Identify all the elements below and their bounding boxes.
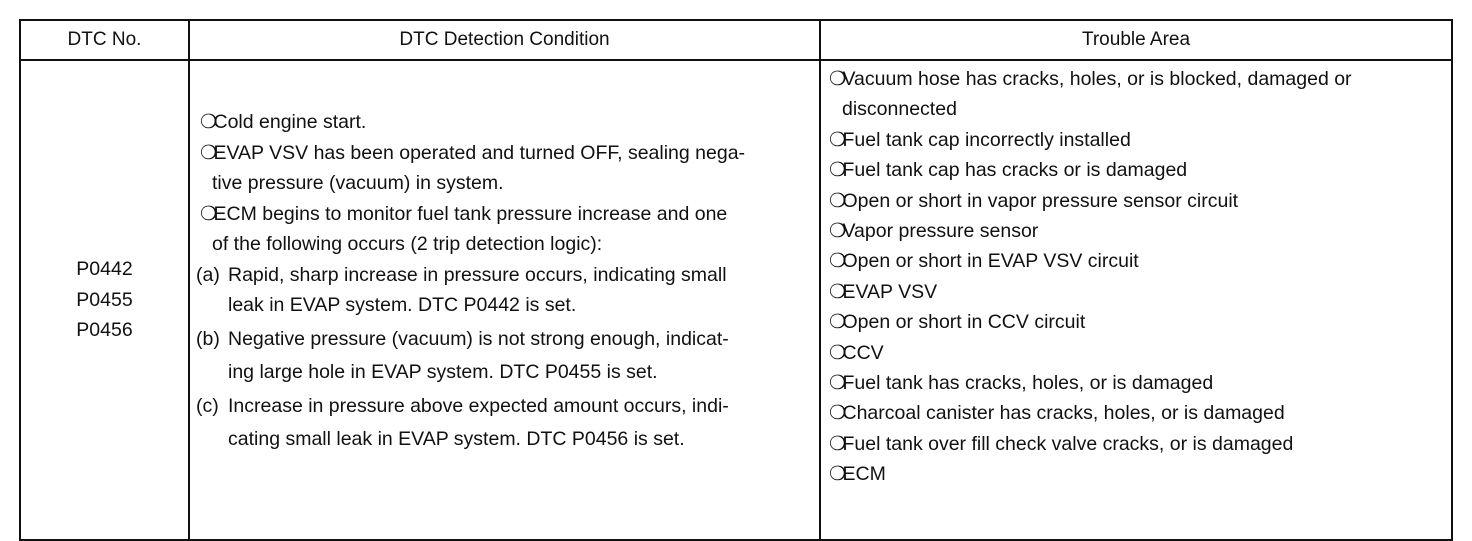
condition-item: ❍ Cold engine start.	[200, 107, 813, 138]
condition-item-continued: tive pressure (vacuum) in system.	[212, 172, 504, 194]
bullet-icon: ❍	[829, 128, 841, 151]
trouble-area-item: ❍ Open or short in EVAP VSV circuit	[829, 246, 1447, 276]
condition-item-continued: of the following occurs (2 trip detection logic):	[212, 233, 603, 255]
header-detection-condition: DTC Detection Condition	[189, 20, 820, 60]
condition-item: ❍ EVAP VSV has been operated and turned OFF, sealing nega-	[200, 138, 813, 169]
trouble-area-item: ❍ Fuel tank has cracks, holes, or is damaged	[829, 368, 1447, 398]
bullet-icon: ❍	[200, 111, 212, 133]
trouble-area-item: ❍ Open or short in vapor pressure sensor circuit	[829, 186, 1447, 216]
bullet-icon: ❍	[200, 202, 212, 225]
trouble-area-item: ❍ Fuel tank cap incorrectly installed	[829, 125, 1447, 155]
table-row	[20, 60, 1452, 540]
bullet-icon: ❍	[829, 463, 841, 486]
bullet-icon: ❍	[829, 159, 841, 182]
bullet-icon: ❍	[829, 220, 841, 243]
trouble-area-item-continued: disconnected	[842, 98, 957, 121]
condition-item: ❍ ECM begins to monitor fuel tank pressure increase and one	[200, 199, 813, 230]
detection-condition-cell	[189, 60, 820, 540]
trouble-area-item: ❍ Charcoal canister has cracks, holes, or is damaged	[829, 398, 1447, 428]
bullet-icon: ❍	[829, 68, 841, 90]
trouble-area-cell	[820, 60, 1452, 540]
condition-sub-item-continued: leak in EVAP system. DTC P0442 is set.	[228, 294, 577, 316]
bullet-icon: ❍	[829, 341, 841, 364]
dtc-table	[19, 19, 1453, 541]
bullet-icon: ❍	[829, 280, 841, 303]
bullet-icon: ❍	[829, 402, 841, 425]
bullet-icon: ❍	[829, 432, 841, 455]
trouble-area-item: ❍ CCV	[829, 338, 1447, 368]
trouble-area-item: ❍ EVAP VSV	[829, 277, 1447, 307]
dtc-codes-cell	[20, 60, 189, 540]
header-dtc-no: DTC No.	[20, 20, 189, 60]
bullet-icon: ❍	[829, 372, 841, 395]
condition-sub-item-continued: cating small leak in EVAP system. DTC P0456 is set.	[228, 428, 685, 450]
trouble-area-item: ❍ Fuel tank cap has cracks or is damaged	[829, 155, 1447, 185]
trouble-area-item: ❍ ECM	[829, 459, 1447, 489]
trouble-area-item: ❍ Vacuum hose has cracks, holes, or is blocked, damaged or	[829, 64, 1447, 94]
dtc-code: P0456	[76, 319, 133, 342]
trouble-area-item: ❍ Fuel tank over fill check valve cracks, or is damaged	[829, 429, 1447, 459]
condition-sub-item: (b) Negative pressure (vacuum) is not strong enough, indicat-	[196, 327, 729, 350]
header-row	[20, 20, 1452, 60]
condition-sub-item: (a) Rapid, sharp increase in pressure occurs, indicating small	[196, 263, 727, 286]
bullet-icon: ❍	[829, 189, 841, 212]
bullet-icon: ❍	[829, 250, 841, 273]
condition-sub-item-continued: ing large hole in EVAP system. DTC P0455 is set.	[228, 361, 658, 383]
condition-sub-item: (c) Increase in pressure above expected amount occurs, indi-	[196, 394, 729, 417]
dtc-code: P0455	[76, 288, 133, 311]
header-trouble-area: Trouble Area	[820, 20, 1452, 60]
trouble-area-item: ❍ Vapor pressure sensor	[829, 216, 1447, 246]
dtc-code: P0442	[76, 258, 133, 281]
trouble-area-item: ❍ Open or short in CCV circuit	[829, 307, 1447, 337]
bullet-icon: ❍	[829, 311, 841, 334]
bullet-icon: ❍	[200, 141, 212, 164]
